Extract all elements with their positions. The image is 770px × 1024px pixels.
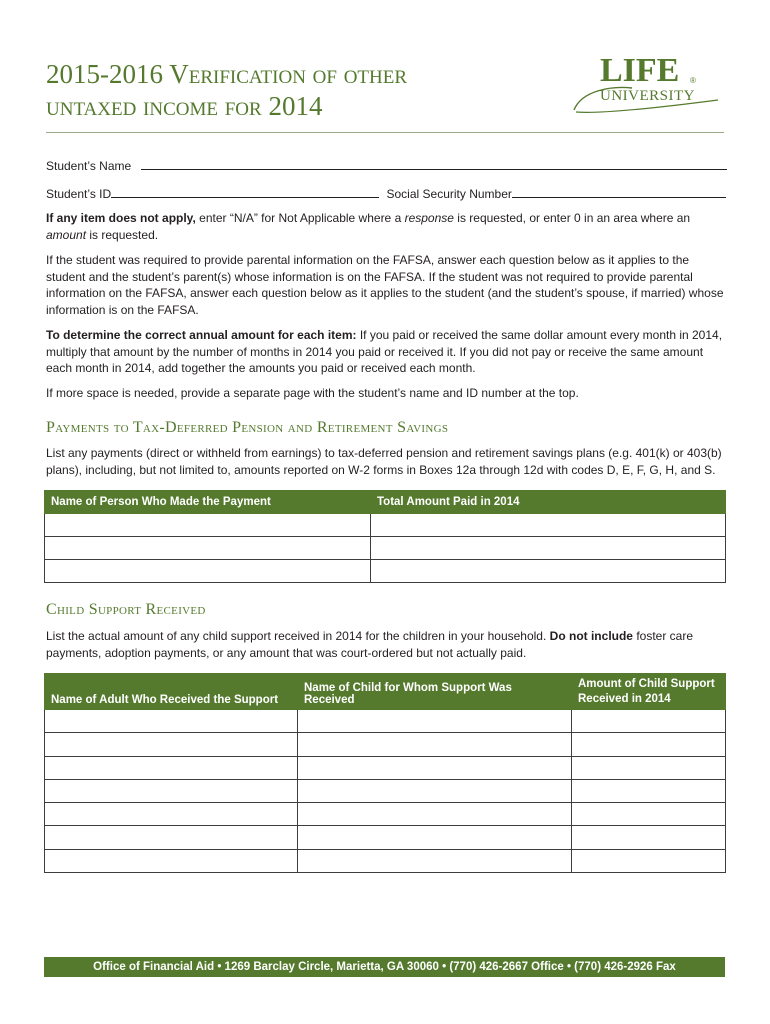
pension-col-name-header: Name of Person Who Made the Payment [45,491,371,514]
annual-bold-text: To determine the correct annual amount for each item: [46,328,357,342]
cs-child-input[interactable] [298,716,571,728]
cs-amount-input[interactable] [572,786,725,798]
title-line-2: untaxed income for 2014 [46,91,323,121]
cs-adult-input[interactable] [45,833,297,845]
pension-name-cell [45,514,371,537]
student-name-line[interactable] [141,157,727,170]
child-support-header-row [45,674,726,710]
cs-col-child-header: Name of Child for Whom Support Was Received [298,674,572,710]
pension-header-row [45,491,726,514]
cs-adult-input[interactable] [45,763,297,775]
cs-desc-text-2: foster care payments, adoption payments, or any amount that was court-ordered but not actually paid. [46,629,694,660]
cs-amount-cell [572,803,726,826]
parental-info-instruction: If the student was required to provide parental information on the FAFSA, answer each question below as it applies to the student and the student’s parent(s) whose information is on the FAFSA. If the student was not required to provide parental information on the FAFSA, answer each question below as it applies to the student (and the student’s spouse, if married) whose information is on the FAFSA. [46,253,724,317]
cs-col-amount-header: Amount of Child Support Received in 2014 [572,674,726,710]
cs-adult-cell [45,779,298,802]
table-row [45,849,726,872]
cs-amount-cell [572,849,726,872]
na-bold-text: If any item does not apply, [46,211,196,225]
na-italic-amount: amount [46,227,87,242]
cs-child-cell [298,733,572,756]
pension-name-cell [45,560,371,583]
student-name-row [46,157,727,173]
cs-amount-input[interactable] [572,856,725,868]
form-title [46,58,566,122]
child-support-table [44,673,726,873]
logo-registered-mark: ® [690,76,696,85]
table-row [45,560,726,583]
cs-adult-input[interactable] [45,856,297,868]
cs-amount-cell [572,733,726,756]
pension-amount-cell [371,560,726,583]
student-id-row [46,185,726,201]
logo-life-text: LIFE [600,52,680,89]
not-applicable-instruction [46,210,726,243]
cs-child-input[interactable] [298,856,571,868]
cs-adult-cell [45,803,298,826]
title-line-1: 2015-2016 Verification of other [46,59,408,89]
cs-child-cell [298,826,572,849]
ssn-line[interactable] [512,185,726,198]
child-support-section-heading: Child Support Received [46,601,206,618]
table-row [45,710,726,733]
life-university-logo [572,54,722,116]
cs-child-input[interactable] [298,809,571,821]
table-row [45,537,726,560]
cs-amount-input[interactable] [572,763,725,775]
header-divider [46,132,724,133]
student-id-label: Student’s ID [46,187,112,201]
annual-text: If you paid or received the same dollar amount every month in 2014, multiply that amount by the number of months in 2014 you paid or received it. If you did not pay or receive the same amount each month in 2014, add together the amounts you paid or received each month. [46,328,723,375]
pension-col-amount-header: Total Amount Paid in 2014 [371,491,726,514]
na-italic-response: response [404,211,454,225]
cs-adult-input[interactable] [45,786,297,798]
pension-section-heading: Payments to Tax-Deferred Pension and Retirement Savings [46,419,449,436]
cs-amount-input[interactable] [572,833,725,845]
cs-adult-cell [45,710,298,733]
cs-adult-cell [45,849,298,872]
cs-amount-cell [572,756,726,779]
cs-adult-input[interactable] [45,809,297,821]
extra-space-instruction: If more space is needed, provide a separate page with the student’s name and ID number at the top. [46,386,579,400]
cs-child-input[interactable] [298,763,571,775]
cs-adult-cell [45,826,298,849]
cs-adult-input[interactable] [45,739,297,751]
cs-amount-input[interactable] [572,739,725,751]
cs-amount-cell [572,710,726,733]
cs-child-input[interactable] [298,833,571,845]
table-row [45,514,726,537]
cs-adult-cell [45,756,298,779]
pension-amount-input[interactable] [371,566,725,578]
na-text-3: is requested. [86,227,159,242]
pension-name-input[interactable] [45,566,370,578]
annual-amount-instruction [46,327,726,377]
table-row [45,779,726,802]
pension-name-cell [45,537,371,560]
cs-amount-input[interactable] [572,809,725,821]
table-row [45,826,726,849]
pension-amount-input[interactable] [371,543,725,555]
cs-child-cell [298,756,572,779]
pension-description: List any payments (direct or withheld from earnings) to tax-deferred pension and retirement savings plans (e.g. 401(k) or 403(b) plans), including, but not limited to, amounts reported on W-2 forms in Boxes 12a through 12d with codes D, E, F, G, H, and S. [46,446,722,477]
cs-child-cell [298,849,572,872]
cs-child-input[interactable] [298,739,571,751]
pension-amount-cell [371,514,726,537]
cs-col-adult-header: Name of Adult Who Received the Support [45,674,298,710]
na-text-1: enter “N/A” for Not Applicable where a [195,211,405,225]
cs-child-input[interactable] [298,786,571,798]
ssn-label: Social Security Number [386,187,512,201]
cs-child-cell [298,803,572,826]
logo-university-text: UNIVERSITY [600,88,695,104]
cs-amount-cell [572,826,726,849]
cs-child-cell [298,710,572,733]
pension-name-input[interactable] [45,520,370,532]
child-support-description [46,628,726,661]
table-row [45,803,726,826]
cs-adult-cell [45,733,298,756]
pension-name-input[interactable] [45,543,370,555]
pension-amount-cell [371,537,726,560]
table-row [45,733,726,756]
cs-desc-bold: Do not include [549,629,633,643]
student-id-line[interactable] [111,185,379,198]
cs-amount-input[interactable] [572,716,725,728]
student-name-label: Student’s Name [46,159,132,173]
cs-desc-text-1: List the actual amount of any child support received in 2014 for the children in your household. [46,629,550,643]
cs-adult-input[interactable] [45,716,297,728]
pension-amount-input[interactable] [371,520,725,532]
pension-table [44,490,726,583]
na-text-2: is requested, or enter 0 in an area where an [453,211,691,225]
cs-child-cell [298,779,572,802]
table-row [45,756,726,779]
office-contact-footer: Office of Financial Aid • 1269 Barclay Circle, Marietta, GA 30060 • (770) 426-2667 Office • (770) 426-2926 Fax [44,957,725,977]
cs-amount-cell [572,779,726,802]
